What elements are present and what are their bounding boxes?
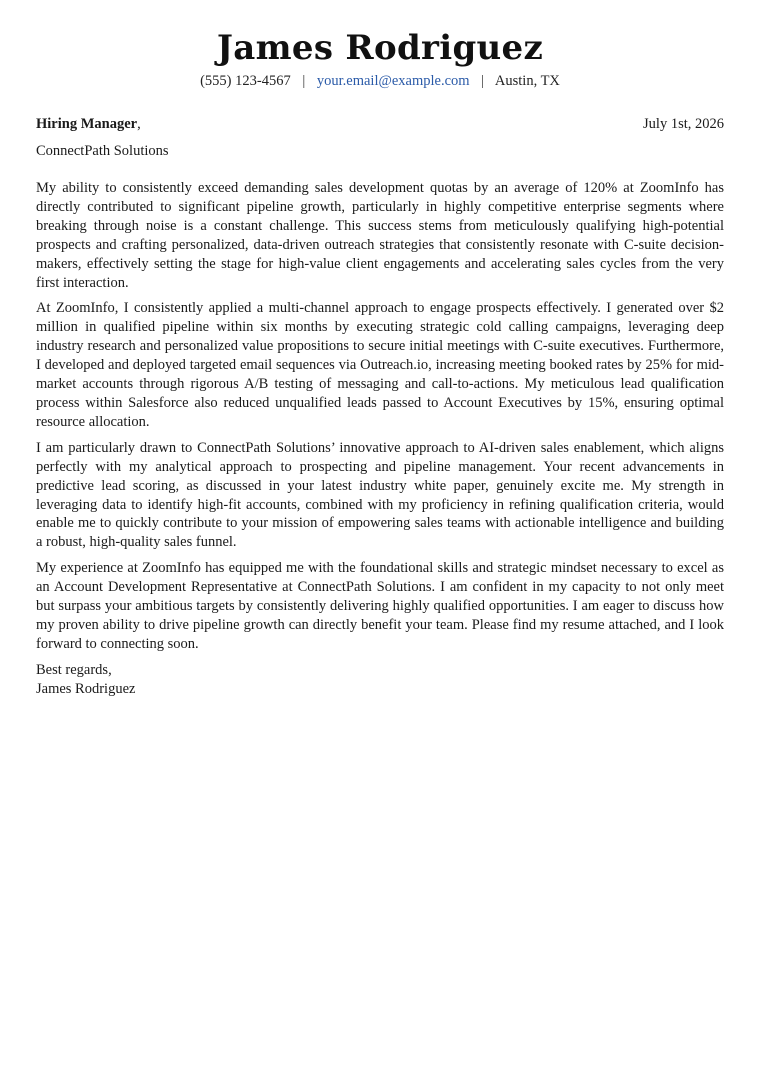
- closing-salutation: Best regards,: [36, 661, 112, 678]
- body-paragraph: At ZoomInfo, I consistently applied a multi-channel approach to engage prospects effectively. I generated over $2 million in qualified pipeline within six months by executing strategic cold calling campaigns, leveraging deep industry research and personalized value propositions to secure initial meetings with C-suite executives. Furthermore, I developed and deployed targeted email sequences via Outreach.io, increasing meeting booked rates by 25% for mid-market accounts through rigorous A/B testing of messaging and call-to-actions. My meticulous lead qualification process within Salesforce also reduced unqualified leads passed to Account Executives by 15%, ensuring optimal resource allocation.: [36, 300, 724, 430]
- company-name: ConnectPath Solutions: [36, 143, 169, 159]
- recipient-date-row: [36, 114, 724, 134]
- contact-line: [36, 71, 724, 91]
- body-paragraph: I am particularly drawn to ConnectPath Solutions’ innovative approach to AI-driven sales enablement, which aligns perfectly with my analytical approach to prospecting and pipeline management. Your recent advancements in predictive lead scoring, as discussed in your latest industry white paper, genuinely excite me. My strength in leveraging data to identify high-fit accounts, combined with my proficiency in refining qualification criteria, would enable me to quickly contribute to your mission of empowering sales teams with actionable intelligence and building a robust, high-quality sales funnel.: [36, 439, 724, 551]
- body-paragraph: My experience at ZoomInfo has equipped me with the foundational skills and strategic mindset necessary to excel as an Account Development Representative at ConnectPath Solutions. I am confident in my capacity to not only meet but surpass your ambitious targets by consistently delivering highly qualified opportunities. I am eager to discuss how my proven ability to drive pipeline growth can directly benefit your team. Please find my resume attached, and I look forward to connecting soon.: [36, 560, 724, 652]
- letter-body: [36, 179, 724, 654]
- recipient-title: Hiring Manager: [36, 116, 138, 132]
- location: Austin, TX: [494, 73, 560, 89]
- contact-separator: |: [481, 73, 485, 89]
- letter-date: July 1st, 2026: [643, 116, 724, 132]
- phone-number: (555) 123-4567: [200, 73, 291, 89]
- body-paragraph: My ability to consistently exceed demanding sales development quotas by an average of 120% at ZoomInfo has directly contributed to significant pipeline growth, particularly in highly competitive enterprise segments where breaking through noise is a constant challenge. This success stems from meticulously qualifying high-potential prospects and crafting personalized, data-driven outreach strategies that consistently resonate with C-suite decision-makers, effectively setting the stage for high-value client engagements and accelerating sales cycles from the very first interaction.: [36, 180, 724, 291]
- recipient-suffix: ,: [137, 116, 141, 132]
- contact-separator: |: [302, 73, 306, 89]
- closing-block: [36, 661, 724, 699]
- signature-name: James Rodriguez: [36, 680, 136, 697]
- recipient-block: [36, 114, 141, 134]
- applicant-name: James Rodriguez: [216, 28, 544, 68]
- email-link[interactable]: your.email@example.com: [316, 73, 470, 89]
